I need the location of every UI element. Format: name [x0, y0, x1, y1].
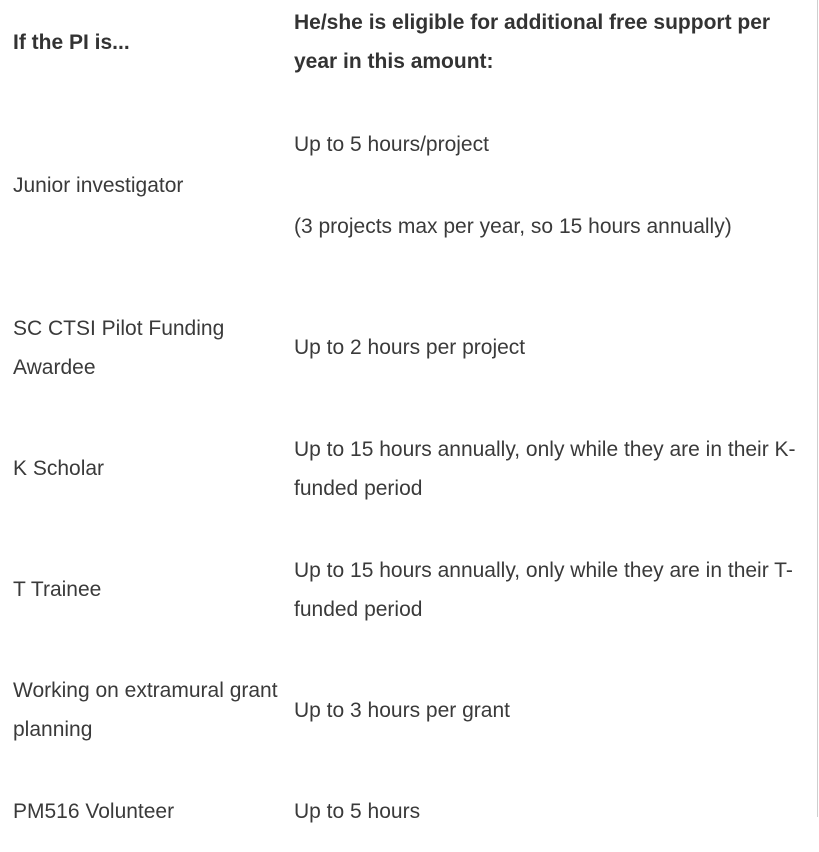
table-body [0, 84, 816, 852]
scrollbar-edge [817, 0, 818, 817]
pi-type-cell: T Trainee [13, 578, 102, 601]
support-cell: Up to 2 hours per project [294, 336, 526, 359]
paragraph-gap [294, 164, 816, 207]
table-header-row [0, 0, 816, 84]
support-cell [281, 84, 816, 287]
support-note: (3 projects max per year, so 15 hours annually) [294, 215, 732, 238]
table-row [0, 770, 816, 852]
support-cell: Up to 3 hours per grant [294, 698, 510, 722]
support-text: Up to 5 hours/project [294, 133, 489, 156]
table-row [0, 650, 816, 770]
table-row [0, 287, 816, 408]
pi-type-cell: Working on extramural grant planning [13, 679, 278, 741]
table-row [0, 529, 816, 650]
table-row [0, 84, 816, 287]
header-pi-type: If the PI is... [13, 30, 130, 54]
pi-type-cell: K Scholar [13, 457, 105, 480]
pi-type-cell: SC CTSI Pilot Funding Awardee [13, 316, 225, 379]
table-header [0, 0, 816, 84]
support-cell: Up to 5 hours [294, 799, 421, 823]
header-support-amount: He/she is eligible for additional free support per year in this amount: [294, 11, 771, 73]
pi-type-cell: PM516 Volunteer [13, 799, 175, 823]
support-cell: Up to 15 hours annually, only while they are in their T-funded period [294, 558, 793, 621]
pi-type-cell: Junior investigator [13, 174, 184, 197]
table-row [0, 408, 816, 529]
support-cell: Up to 15 hours annually, only while they are in their K-funded period [294, 437, 796, 500]
